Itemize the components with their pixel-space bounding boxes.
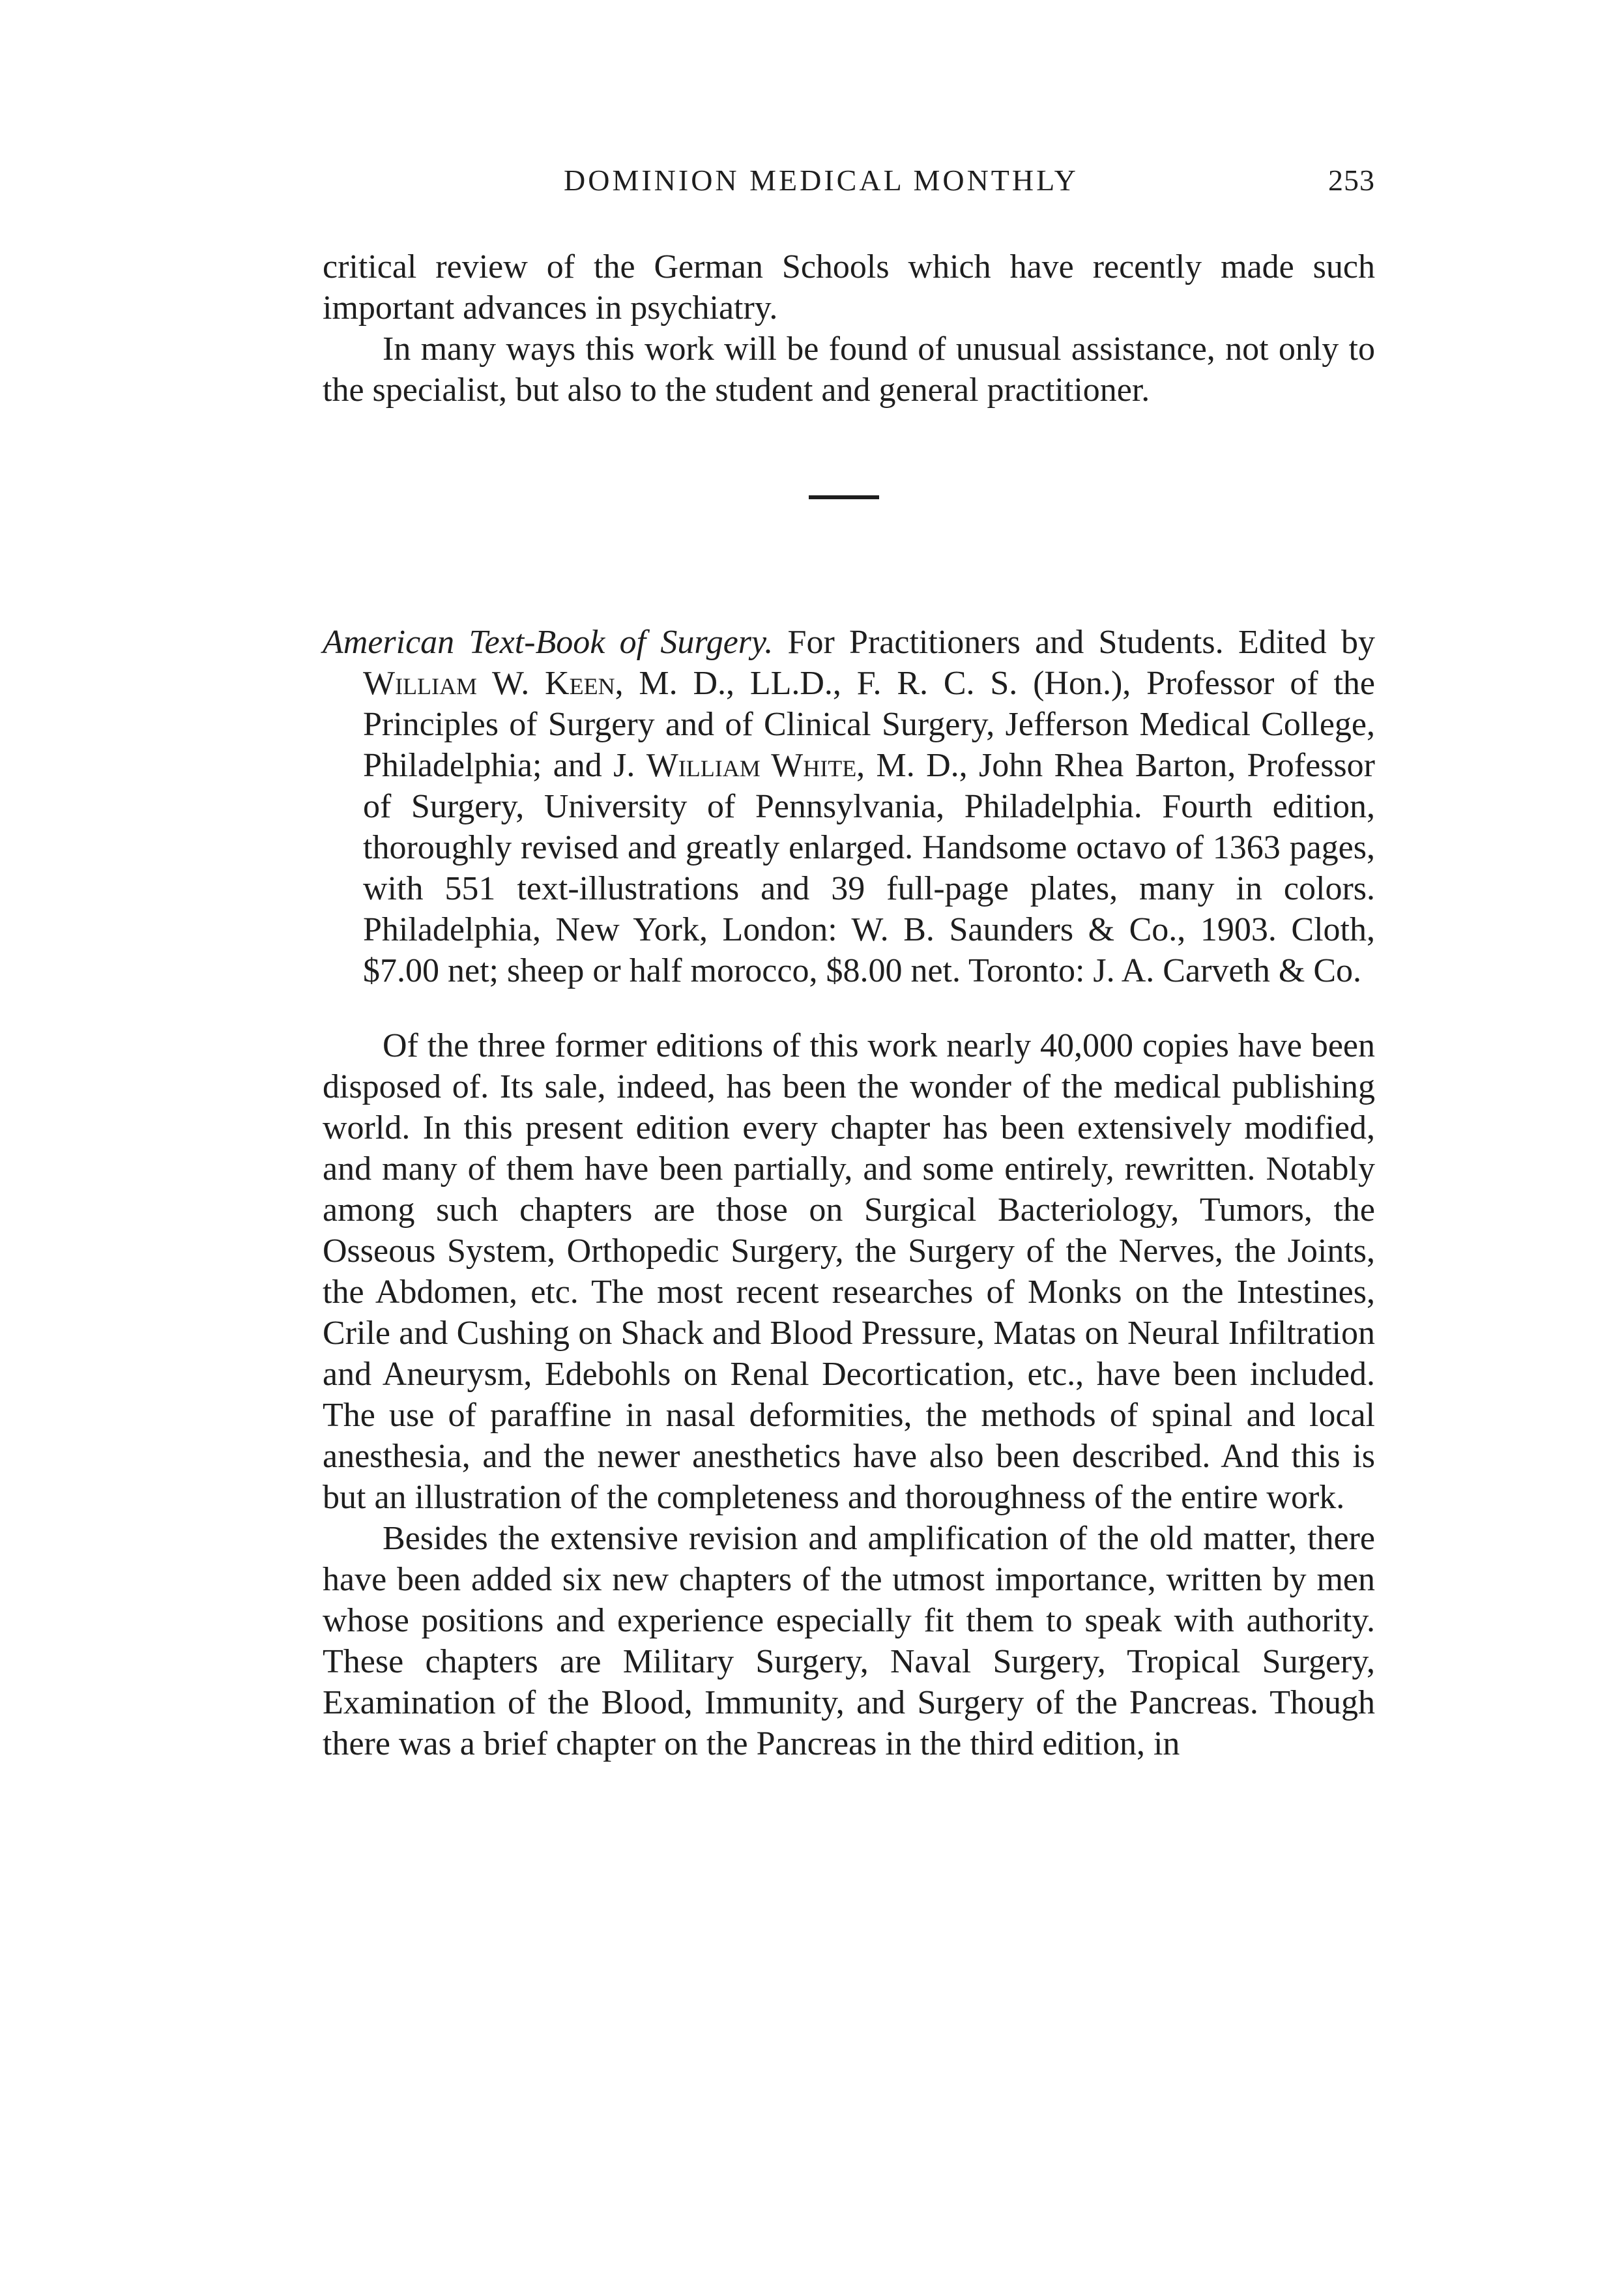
editor-name: William W. Keen, [363, 665, 624, 702]
editor-name: William White, [646, 747, 865, 784]
book-title: American Text-Book of Surgery. [323, 624, 774, 661]
review-heading-text: M. D., John Rhea Barton, Professor of Surgery, University of Pennsylvania, Philadelphia. Fourth edition, thoroughly revised and greatly enlarged. Handsome octavo of 1363 pages, with 551 text-illustrations and 39 full-page plates, many in colors. Philadelphia, New York, London: W. B. Saunders & Co., 1903. Cloth, $7.00 net; sheep or half morocco, $8.00 net. Toronto: J. A. Carveth & Co. [363, 747, 1375, 989]
section-divider [809, 495, 879, 499]
continuation-paragraph: In many ways this work will be found of unusual assistance, not only to the specialist, but also to the student and general practitioner. [323, 330, 1375, 409]
review-paragraph: Besides the extensive revision and amplification of the old matter, there have been added six new chapters of the utmost importance, written by men whose positions and experience especially fit them to speak with authority. These chapters are Military Surgery, Naval Surgery, Tropical Surgery, Examination of the Blood, Immunity, and Surgery of the Pancreas. Though there was a brief chapter on the Pancreas in the third edition, in [323, 1520, 1375, 1762]
page-number: 253 [1328, 164, 1375, 197]
running-head [323, 163, 1375, 215]
running-title: DOMINION MEDICAL MONTHLY [564, 164, 1079, 197]
review-heading-text: For Practitioners and Students. Edited by [773, 624, 1375, 661]
page [323, 163, 1375, 1764]
review-paragraph: Of the three former editions of this work nearly 40,000 copies have been disposed of. Its sale, indeed, has been the wonder of the medical publishing world. In this present edition every chapter has been extensively modified, and many of them have been partially, and some entirely, rewritten. Notably among such chapters are those on Surgical Bacteriology, Tumors, the Osseous System, Orthopedic Surgery, the Surgery of the Nerves, the Joints, the Abdomen, etc. The most recent researches of Monks on the Intestines, Crile and Cushing on Shack and Blood Pressure, Matas on Neural Infiltration and Aneurysm, Edebohls on Renal Decortication, etc., have been included. The use of paraffine in nasal deformities, the methods of spinal and local anesthesia, and the newer anesthetics have also been described. And this is but an illustration of the completeness and thoroughness of the entire work. [323, 1027, 1375, 1516]
continuation-paragraph: critical review of the German Schools which have recently made such important advances in psychiatry. [323, 248, 1375, 327]
book-review-heading [323, 622, 1375, 991]
review-heading-text: M. D., LL.D., F. R. C. S. (Hon.), Professor of the Principles of Surgery and of Clinical Surgery, Jefferson Medical College, Philadelphia; and J. [363, 665, 1375, 784]
